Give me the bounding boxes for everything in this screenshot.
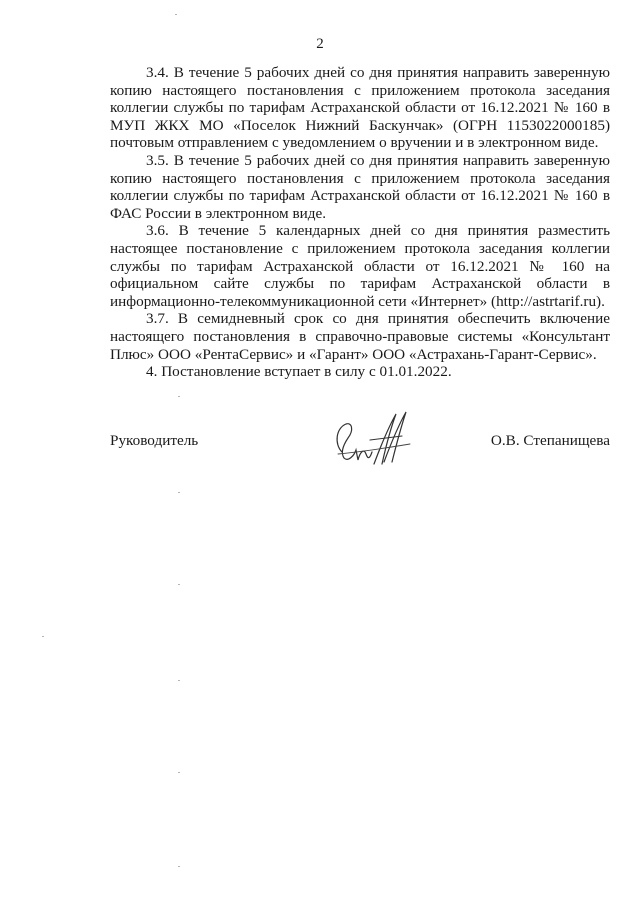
paragraph-3-6: 3.6. В течение 5 календарных дней со дня принятия разместить настоящее постановление с приложением протокола заседания коллегии службы по тарифам Астраханской области от 16.12.2021 № 160 на официальном сайте службы по тарифам Астраханской области в информационно-телекоммуникационной сети «Интернет» (http://astrtarif.ru). xyxy=(110,222,610,310)
signatory-role: Руководитель xyxy=(110,432,199,449)
document-body xyxy=(110,64,610,381)
scan-speck xyxy=(178,492,180,493)
paragraph-3-4: 3.4. В течение 5 рабочих дней со дня принятия направить заверенную копию настоящего постановления с приложением протокола заседания коллегии службы по тарифам Астраханской области от 16.12.2021 № 160 в МУП ЖКХ МО «Поселок Нижний Баскунчак» (ОГРН 1153022000185) почтовым отправлением с уведомлением о вручении и в электронном виде. xyxy=(110,64,610,152)
scan-speck xyxy=(178,772,180,773)
paragraph-3-7: 3.7. В семидневный срок со дня принятия обеспечить включение настоящего постановления в справочно-правовые системы «Консультант Плюс» ООО «РентаСервис» и «Гарант» ООО «Астрахань-Гарант-Сервис». xyxy=(110,310,610,363)
page-number: 2 xyxy=(316,36,324,52)
scan-speck xyxy=(178,680,180,681)
signatory-name: О.В. Степанищева xyxy=(490,432,610,449)
scan-speck xyxy=(42,636,44,637)
paragraph-3-5: 3.5. В течение 5 рабочих дней со дня принятия направить заверенную копию настоящего постановления с приложением протокола заседания коллегии службы по тарифам Астраханской области от 16.12.2021 № 160 в ФАС России в электронном виде. xyxy=(110,151,610,222)
scan-speck xyxy=(178,584,180,585)
handwritten-signature xyxy=(330,408,414,472)
scan-speck xyxy=(178,866,180,867)
paragraph-4: 4. Постановление вступает в силу с 01.01.2022. xyxy=(146,363,452,381)
scan-speck xyxy=(175,14,177,15)
scan-speck xyxy=(178,396,180,397)
signature-block xyxy=(110,432,610,472)
